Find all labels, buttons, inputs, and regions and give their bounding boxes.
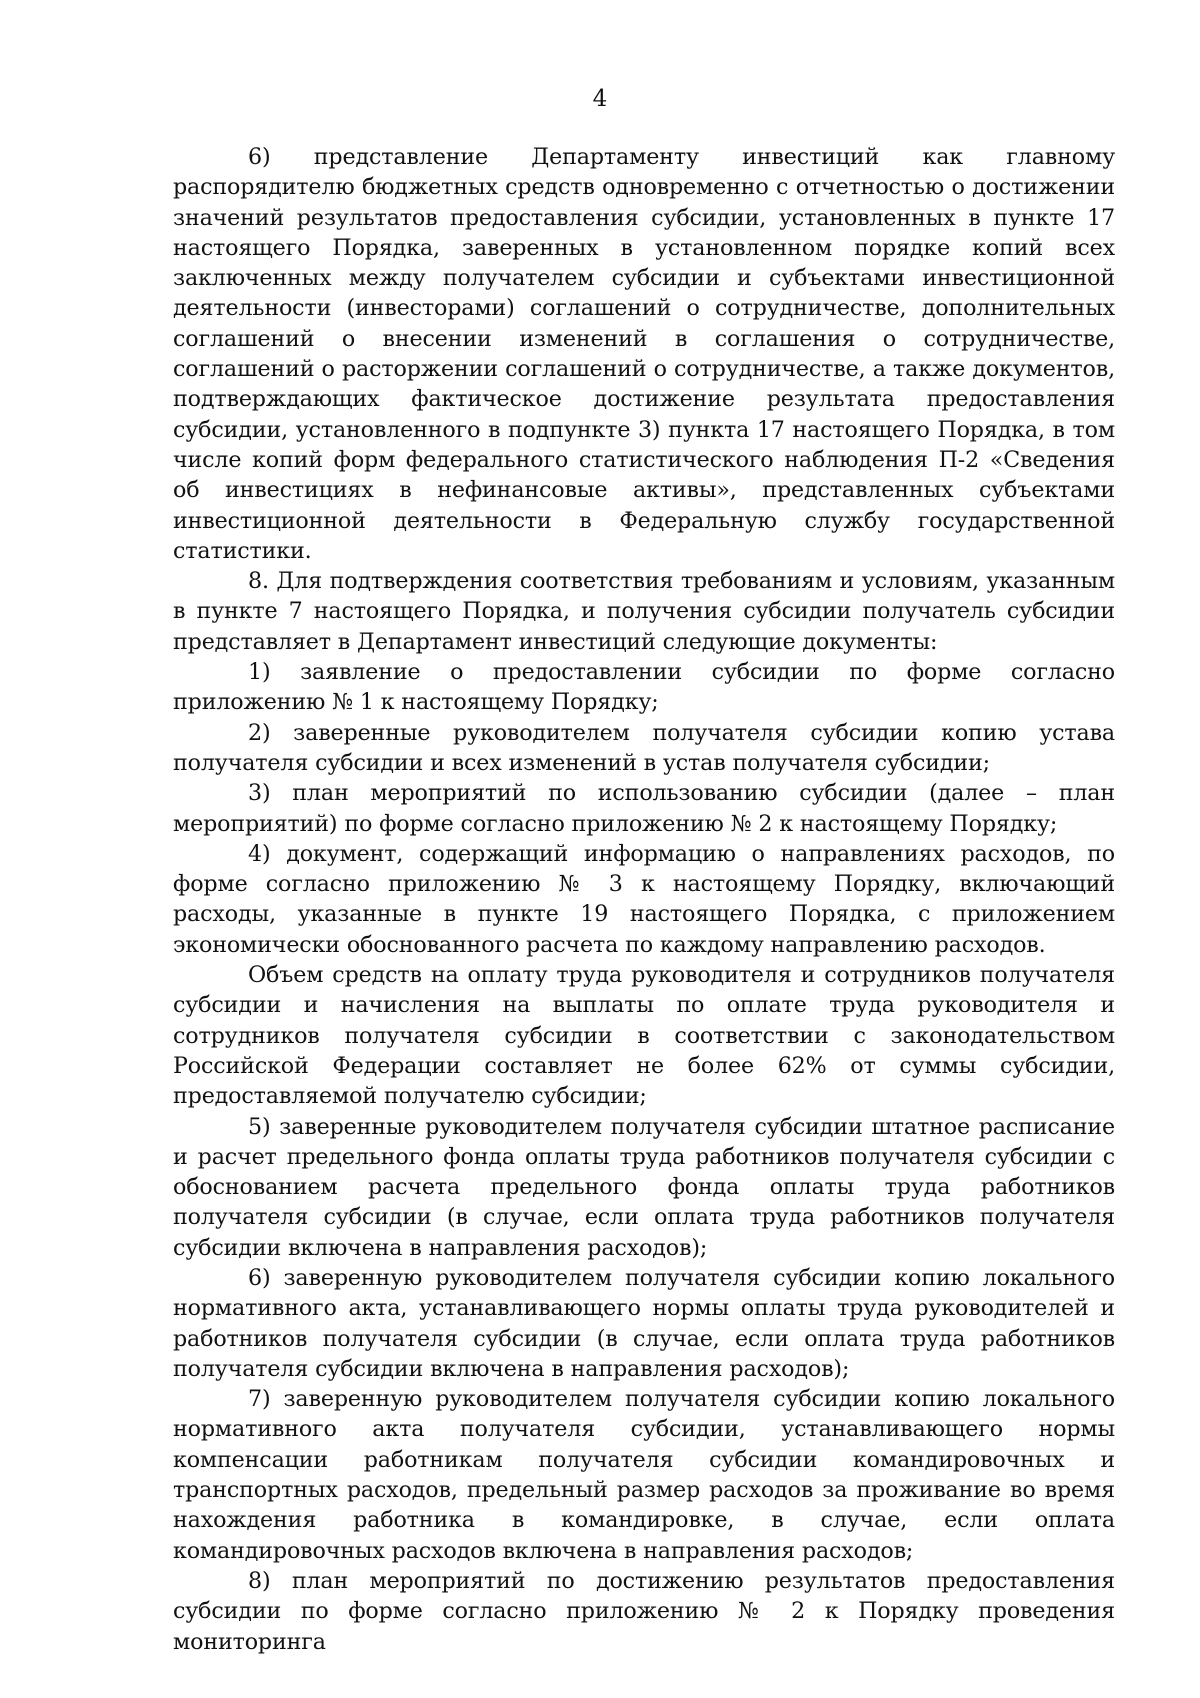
paragraph-item-6-pay-norms: 6) заверенную руководителем получателя субсидии копию локального нормативного акта, устанавливающего нормы оплаты труда руководителей и работников получателя субсидии (в случае, если оплата труда работников получателя субсидии включена в направления расходов);	[173, 1264, 1115, 1382]
paragraph-section-8: 8. Для подтверждения соответствия требованиям и условиям, указанным в пункте 7 настоящего Порядка, и получения субсидии получатель субсидии представляет в Департамент инвестиций следующие документы:	[173, 568, 1115, 655]
document-body	[173, 142, 1115, 1657]
paragraph-item-5-staffing: 5) заверенные руководителем получателя субсидии штатное расписание и расчет предельного фонда оплаты труда работников получателя субсидии с обоснованием расчета предельного фонда оплаты труда работников получателя субсидии (в случае, если оплата труда работников получателя субсидии включена в направления расходов);	[173, 1113, 1115, 1261]
paragraph-payroll-limit: Объем средств на оплату труда руководителя и сотрудников получателя субсидии и начисления на выплаты по оплате труда руководителя и сотрудников получателя субсидии в соответствии с законодательством Российской Федерации составляет не более 62% от суммы субсидии, предоставляемой получателю субсидии;	[173, 962, 1115, 1110]
paragraph-item-7-travel-norms: 7) заверенную руководителем получателя субсидии копию локального нормативного акта получателя субсидии, устанавливающего нормы компенсации работникам получателя субсидии командировочных и транспортных расходов, предельный размер расходов за проживание во время нахождения работника в командировке, в случае, если оплата командировочных расходов включена в направления расходов;	[173, 1386, 1115, 1564]
paragraph-item-1-application: 1) заявление о предоставлении субсидии по форме согласно приложению № 1 к настоящему Порядку;	[173, 659, 1115, 716]
paragraph-item-6-reporting: 6) представление Департаменту инвестиций как главному распорядителю бюджетных средств одновременно с отчетностью о достижении значений результатов предоставления субсидии, установленных в пункте 17 настоящего Порядка, заверенных в установленном порядке копий всех заключенных между получателем субсидии и субъектами инвестиционной деятельности (инвесторами) соглашений о сотрудничестве, дополнительных соглашений о внесении изменений в соглашения о сотрудничестве, соглашений о расторжении соглашений о сотрудничестве, а также документов, подтверждающих фактическое достижение результата предоставления субсидии, установленного в подпункте 3) пункта 17 настоящего Порядка, в том числе копий форм федерального статистического наблюдения П-2 «Сведения об инвестициях в нефинансовые активы», представленных субъектами инвестиционной деятельности в Федеральную службу государственной статистики.	[173, 144, 1115, 564]
page-number: 4	[592, 86, 608, 112]
paragraph-item-3-action-plan: 3) план мероприятий по использованию субсидии (далее – план мероприятий) по форме согласно приложению № 2 к настоящему Порядку;	[173, 780, 1115, 837]
paragraph-item-2-charter: 2) заверенные руководителем получателя субсидии копию устава получателя субсидии и всех изменений в устав получателя субсидии;	[173, 719, 1115, 776]
paragraph-item-4-expenses: 4) документ, содержащий информацию о направлениях расходов, по форме согласно приложению № 3 к настоящему Порядку, включающий расходы, указанные в пункте 19 настоящего Порядка, с приложением экономически обоснованного расчета по каждому направлению расходов.	[173, 840, 1115, 958]
paragraph-item-8-results-plan: 8) план мероприятий по достижению результатов предоставления субсидии по форме согласно приложению № 2 к Порядку проведения мониторинга	[173, 1567, 1115, 1655]
